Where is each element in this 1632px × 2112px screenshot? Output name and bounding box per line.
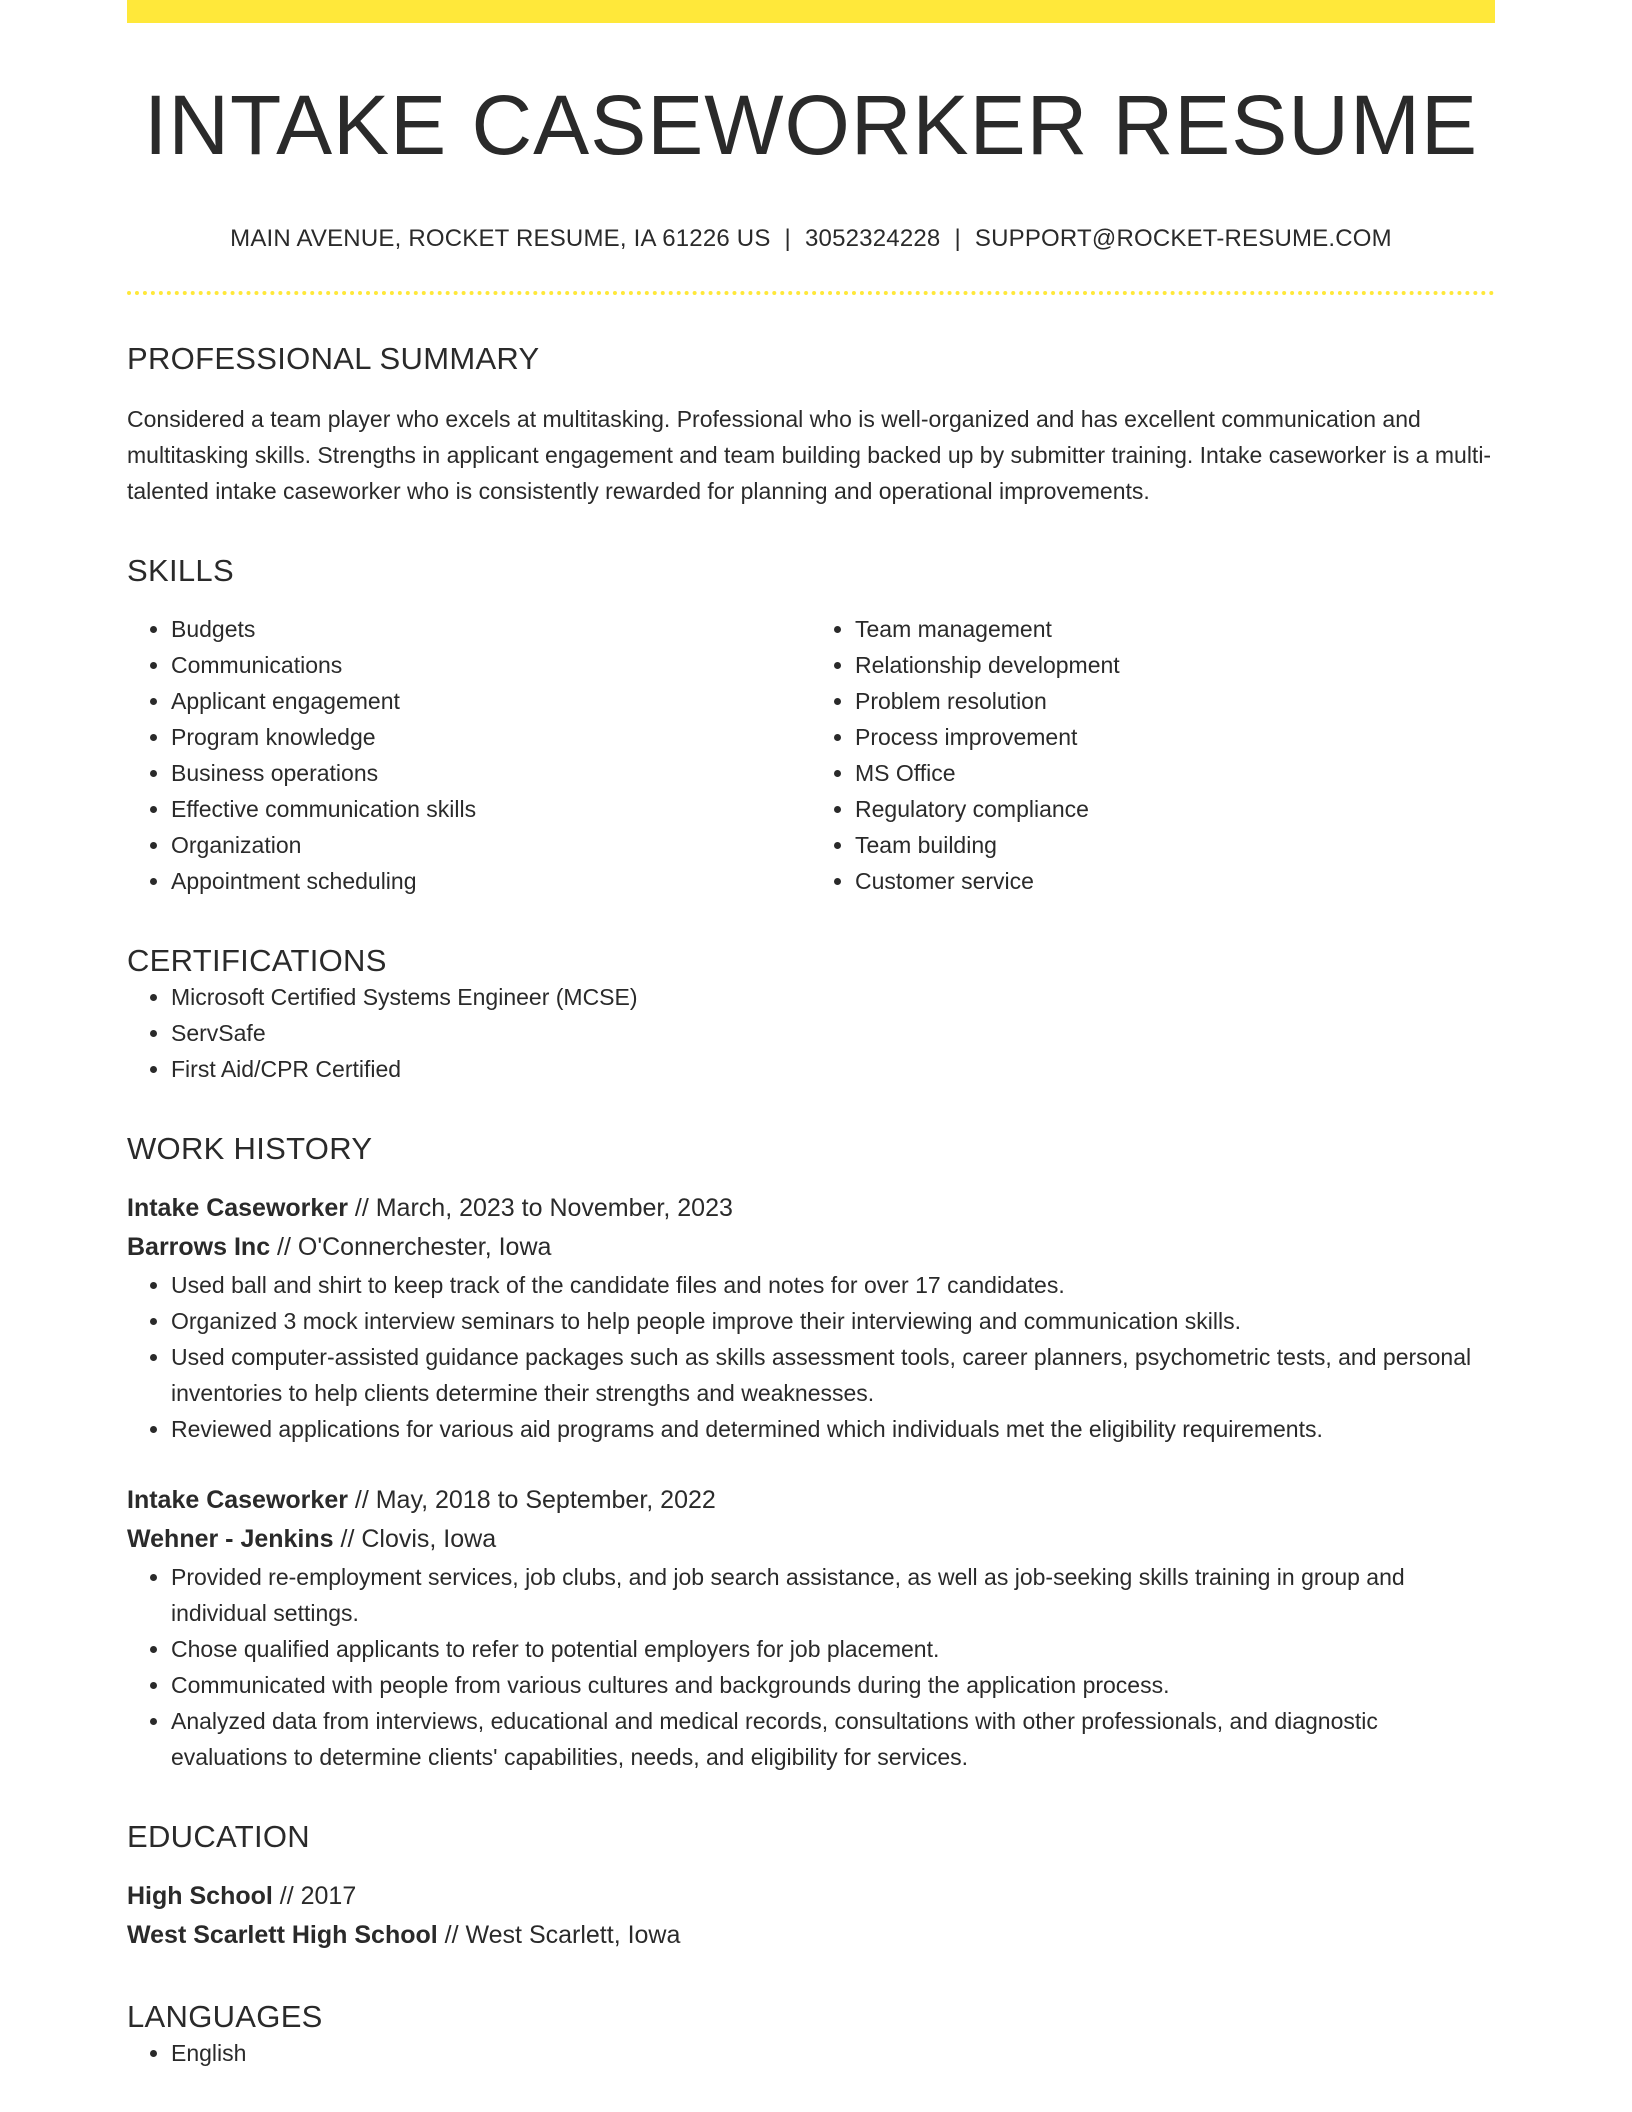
skill-item: • Problem resolution	[855, 683, 1495, 719]
education-year: // 2017	[272, 1882, 357, 1910]
job-bullet: • Reviewed applications for various aid programs and determined which individuals met the eligibility requirements.	[171, 1411, 1495, 1447]
education-location: // West Scarlett, Iowa	[437, 1921, 681, 1949]
education-degree: High School	[127, 1882, 273, 1910]
section-title-summary: PROFESSIONAL SUMMARY	[127, 341, 540, 376]
skill-item: • Relationship development	[855, 647, 1495, 683]
certification-item: • Microsoft Certified Systems Engineer (MCSE)	[171, 979, 1495, 1015]
job-role-line	[127, 1481, 1495, 1520]
skills-list	[127, 611, 1495, 899]
section-title-skills: SKILLS	[127, 553, 234, 588]
job-bullet: • Organized 3 mock interview seminars to help people improve their interviewing and communication skills.	[171, 1303, 1495, 1339]
contact-separator: |	[784, 225, 791, 252]
job-bullet: • Chose qualified applicants to refer to potential employers for job placement.	[171, 1631, 1495, 1667]
certification-item: • First Aid/CPR Certified	[171, 1051, 1495, 1087]
summary-text: Considered a team player who excels at multitasking. Professional who is well-organized and has excellent communication and multitasking skills. Strengths in applicant engagement and team building backed up by submitter training. Intake caseworker is a multi-talented intake caseworker who is consistently rewarded for planning and operational improvements.	[127, 406, 1492, 504]
contact-line	[127, 225, 1495, 253]
job-bullet: • Used computer-assisted guidance packages such as skills assessment tools, career planners, psychometric tests, and personal inventories to help clients determine their strengths and weaknesses.	[171, 1339, 1495, 1411]
skills-column-right	[811, 611, 1495, 899]
skill-item: • Business operations	[171, 755, 811, 791]
education-school-line	[127, 1916, 1495, 1955]
certifications-list	[127, 979, 1495, 1087]
skill-item: • Organization	[171, 827, 811, 863]
job-role: Intake Caseworker	[127, 1486, 348, 1514]
section-title-languages: LANGUAGES	[127, 1999, 323, 2034]
job-bullet: • Communicated with people from various cultures and backgrounds during the application process.	[171, 1667, 1495, 1703]
skill-item: • Appointment scheduling	[171, 863, 811, 899]
job-location: // Clovis, Iowa	[333, 1525, 497, 1553]
contact-address: MAIN AVENUE, ROCKET RESUME, IA 61226 US	[230, 225, 771, 252]
job-role: Intake Caseworker	[127, 1194, 348, 1222]
job-role-line	[127, 1189, 1495, 1228]
resume-title: INTAKE CASEWORKER RESUME	[144, 78, 1478, 172]
skill-item: • Regulatory compliance	[855, 791, 1495, 827]
job-company: Barrows Inc	[127, 1233, 271, 1261]
skill-item: • Applicant engagement	[171, 683, 811, 719]
certification-item: • ServSafe	[171, 1015, 1495, 1051]
languages-list	[127, 2035, 1495, 2071]
language-item: • English	[171, 2035, 1495, 2071]
job-bullet: • Provided re-employment services, job clubs, and job search assistance, as well as job-seeking skills training in group and individual settings.	[171, 1559, 1495, 1631]
job-company-line	[127, 1228, 1495, 1267]
skill-item: • Communications	[171, 647, 811, 683]
skill-item: • Budgets	[171, 611, 811, 647]
education-degree-line	[127, 1877, 1495, 1916]
job-bullets	[127, 1559, 1495, 1775]
job-bullet: • Analyzed data from interviews, educational and medical records, consultations with other professionals, and diagnostic evaluations to determine clients' capabilities, needs, and eligibility for services.	[171, 1703, 1495, 1775]
section-title-certifications: CERTIFICATIONS	[127, 943, 387, 978]
contact-separator: |	[954, 225, 961, 252]
top-accent-bar	[127, 0, 1495, 23]
job-company: Wehner - Jenkins	[127, 1525, 334, 1553]
job-dates: // March, 2023 to November, 2023	[347, 1194, 733, 1222]
job-bullet: • Used ball and shirt to keep track of the candidate files and notes for over 17 candidates.	[171, 1267, 1495, 1303]
job-company-line	[127, 1520, 1495, 1559]
skill-item: • Effective communication skills	[171, 791, 811, 827]
contact-phone: 3052324228	[804, 225, 941, 252]
resume-page	[127, 0, 1495, 2071]
skill-item: • Process improvement	[855, 719, 1495, 755]
skill-item: • Team management	[855, 611, 1495, 647]
job-bullets	[127, 1267, 1495, 1447]
section-title-work-history: WORK HISTORY	[127, 1131, 373, 1166]
dotted-divider	[127, 291, 1495, 295]
skill-item: • Customer service	[855, 863, 1495, 899]
job-dates: // May, 2018 to September, 2022	[347, 1486, 716, 1514]
skill-item: • MS Office	[855, 755, 1495, 791]
skills-column-left	[127, 611, 811, 899]
skill-item: • Team building	[855, 827, 1495, 863]
job-location: // O'Connerchester, Iowa	[270, 1233, 552, 1261]
education-school: West Scarlett High School	[127, 1921, 438, 1949]
skill-item: • Program knowledge	[171, 719, 811, 755]
section-title-education: EDUCATION	[127, 1819, 310, 1854]
contact-email: SUPPORT@ROCKET-RESUME.COM	[974, 225, 1392, 252]
